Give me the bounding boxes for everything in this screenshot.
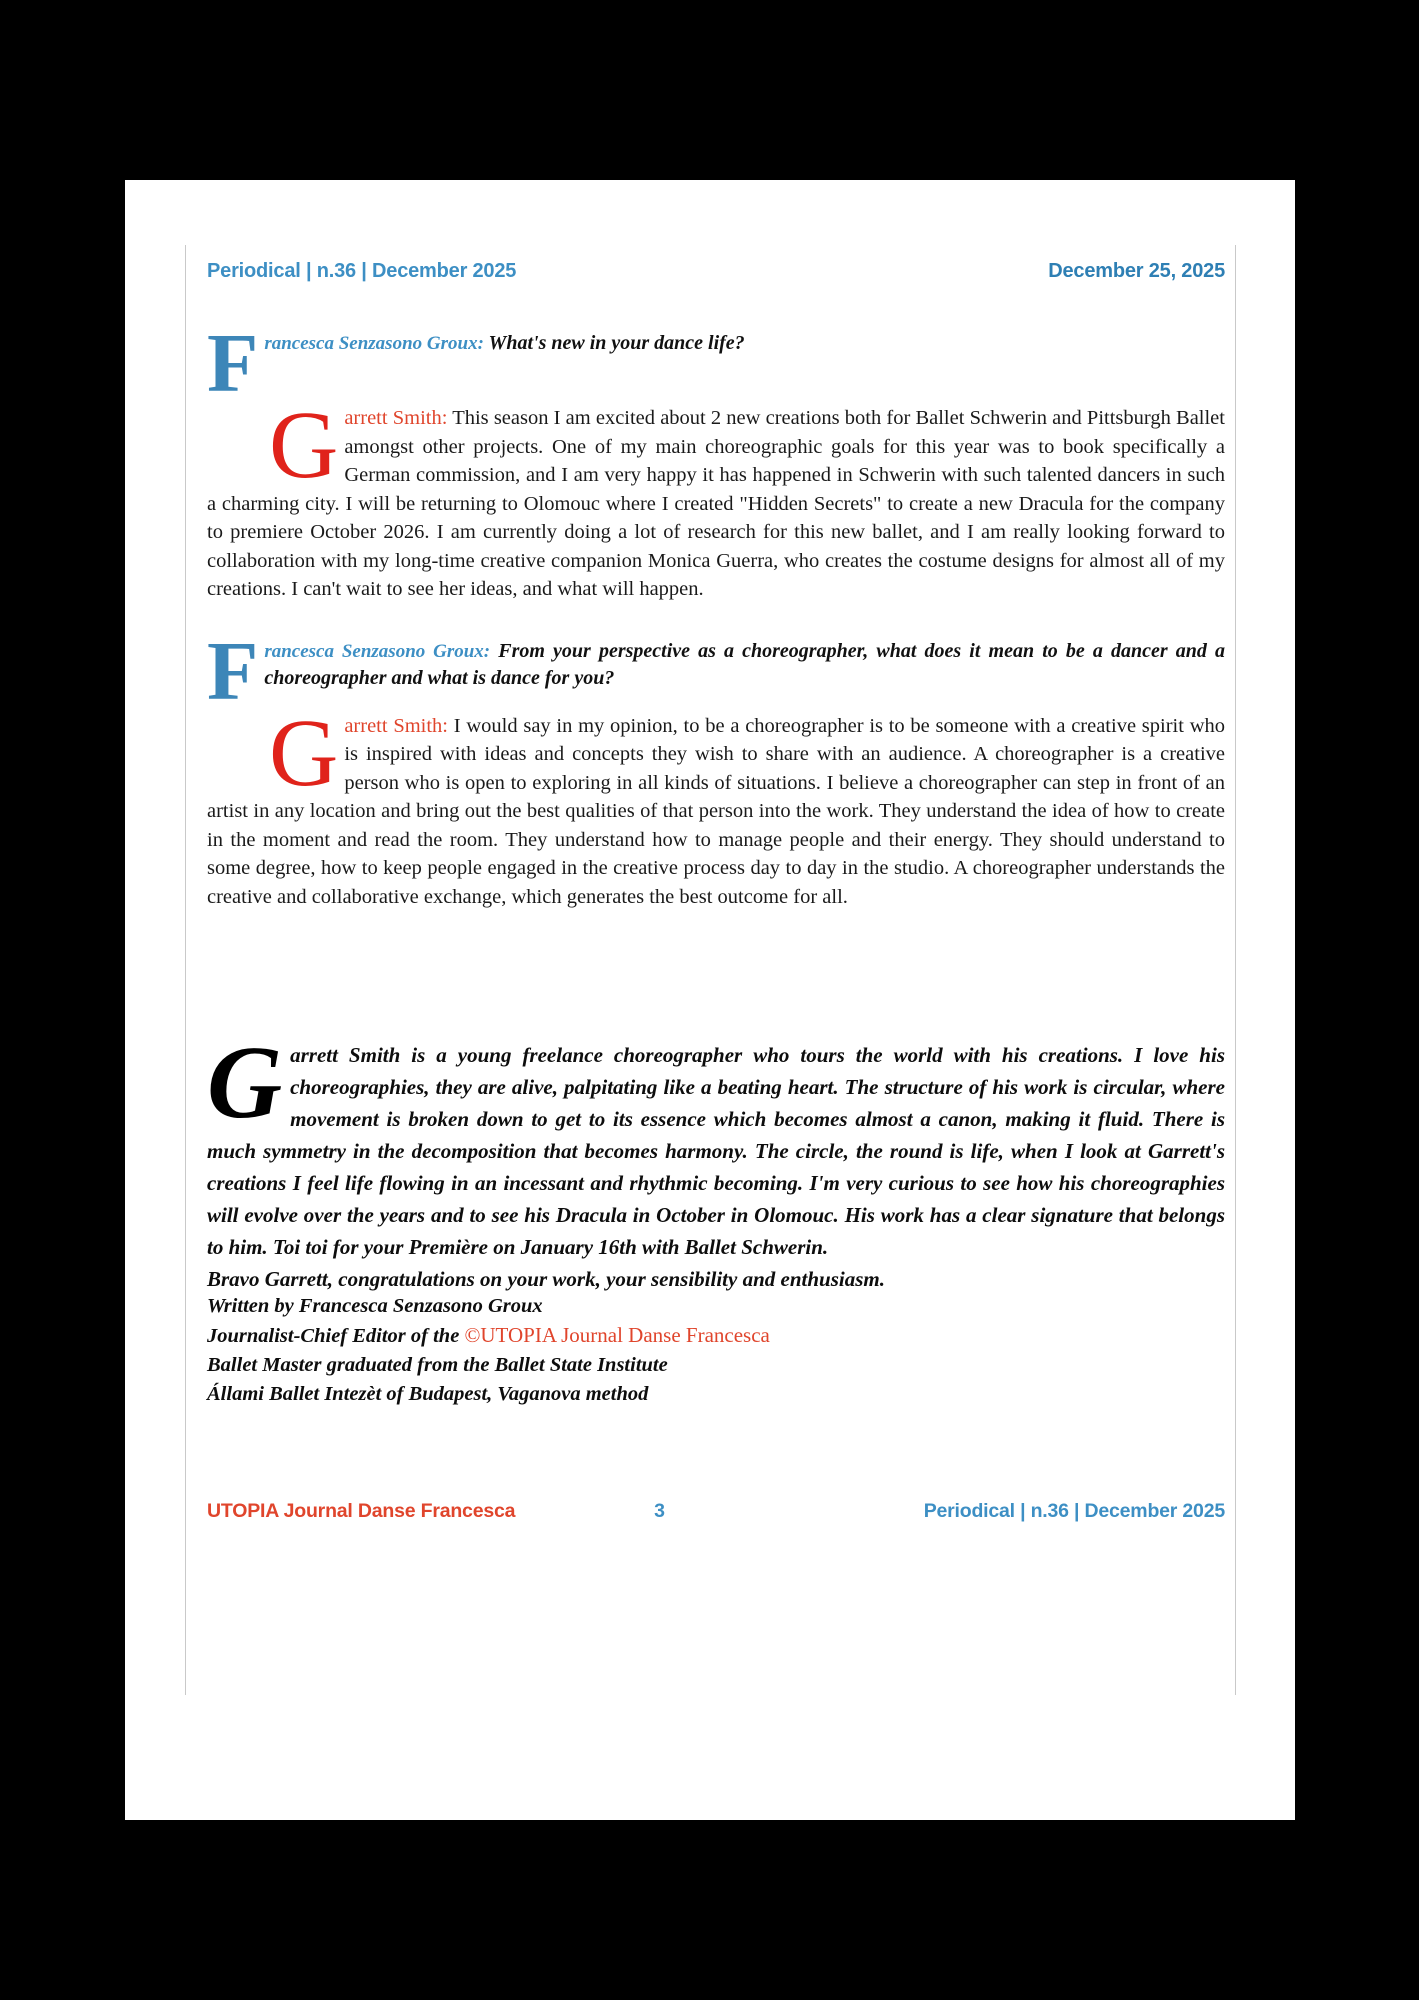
signature-line-1: Written by Francesca Senzasono Groux: [207, 1295, 543, 1317]
dropcap-f-icon: F: [207, 317, 259, 410]
dropcap-f-icon: F: [207, 624, 259, 718]
footer-issue-label: Periodical | n.36 | December 2025: [923, 1500, 1225, 1522]
signature-line-2: [207, 1321, 1107, 1351]
answer-2: [207, 698, 1225, 912]
dropcap-g-red-icon: G: [269, 391, 339, 498]
answer-2-text: I would say in my opinion, to be a choreographer is to be someone with a creative spirit who is inspired with ideas and concepts they wish to share with an audience. A choreographer is a creative person who is open to exploring in all kinds of situations. I believe a choreographer can step in front of an artist in any location and bring out the best qualities of that person into the work. They understand the idea of how to create in the moment and read the room. They understand how to manage people and their energy. They should understand to some degree, how to keep people engaged in the creative process day to day in the studio. A choreographer understands the creative and collaborative exchange, which generates the best outcome for all.: [207, 714, 1225, 908]
page-footer: [207, 1500, 1225, 1523]
commentary-closing: Bravo Garrett, congratulations on your work, your sensibility and enthusiasm.: [207, 1267, 885, 1291]
qa-block-2: [207, 624, 1226, 912]
article-column: [207, 317, 1226, 1295]
answer-2-speaker: arrett Smith:: [344, 714, 449, 737]
answer-1-text: This season I am excited about 2 new creations both for Ballet Schwerin and Pittsburgh Ballet amongst other projects. One of my main choreographic goals for this year was to book specifically a German commission, and I am very happy it has happened in Schwerin with such talented dancers in such a charming city. I will be returning to Olomouc where I created "Hidden Secrets" to create a new Dracula for the company to premiere October 2026. I am currently doing a lot of research for this new ballet, and I am really looking forward to collaboration with my long-time creative companion Monica Guerra, who creates the costume designs for almost all of my creations. I can't wait to see her ideas, and what will happen.: [207, 407, 1225, 600]
question-1-speaker: rancesca Senzasono Groux:: [264, 333, 484, 354]
commentary-body: arrett Smith is a young freelance choreographer who tours the world with his creations. I love his choreographies, they are alive, palpitating like a beating heart. The structure of his work is circular, where movement is broken down to get to its essence which becomes almost a canon, making it fluid. There is much symmetry in the decomposition that becomes harmony. The circle, the round is life, when I look at Garrett's creations I feel life flowing in an incessant and rhythmic becoming. I'm very curious to see how his choreographies will evolve over the years and to see his Dracula in October in Olomouc. His work has a clear signature that belongs to him. Toi toi for your Première on January 16th with Ballet Schwerin.: [207, 1043, 1225, 1259]
question-2-text: From your perspective as a choreographer, what does it mean to be a dancer and a choreographer and what is dance for you?: [264, 639, 1226, 689]
signature-line-2-prefix: Journalist-Chief Editor of the: [207, 1325, 465, 1347]
question-1: [207, 317, 1225, 410]
signature-line-3: Ballet Master graduated from the Ballet State Institute: [207, 1354, 668, 1376]
running-head: [207, 260, 1225, 283]
editor-commentary: [207, 1025, 1225, 1295]
answer-1-speaker: arrett Smith:: [344, 407, 448, 429]
vertical-rule-right: [1235, 245, 1236, 1695]
qa-block-1: [207, 317, 1225, 604]
footer-page-number: 3: [654, 1500, 665, 1522]
question-2-speaker: rancesca Senzasono Groux:: [264, 640, 491, 662]
vertical-rule-left: [185, 245, 186, 1695]
answer-1: [207, 391, 1225, 604]
dropcap-g-black-icon: G: [207, 1025, 283, 1140]
header-date-label: December 25, 2025: [1048, 260, 1225, 282]
question-2: [207, 624, 1226, 718]
question-1-text: What's new in your dance life?: [483, 332, 745, 354]
document-page: [125, 180, 1295, 1820]
header-issue-label: Periodical | n.36 | December 2025: [207, 260, 517, 282]
dropcap-g-red-icon: G: [269, 698, 339, 806]
signature-block: [207, 1292, 1107, 1409]
signature-line-4: Állami Ballet Intezèt of Budapest, Vaganova method: [207, 1383, 649, 1405]
footer-journal-label: UTOPIA Journal Danse Francesca: [207, 1500, 516, 1522]
signature-journal-name: ©UTOPIA Journal Danse Francesca: [464, 1323, 770, 1347]
